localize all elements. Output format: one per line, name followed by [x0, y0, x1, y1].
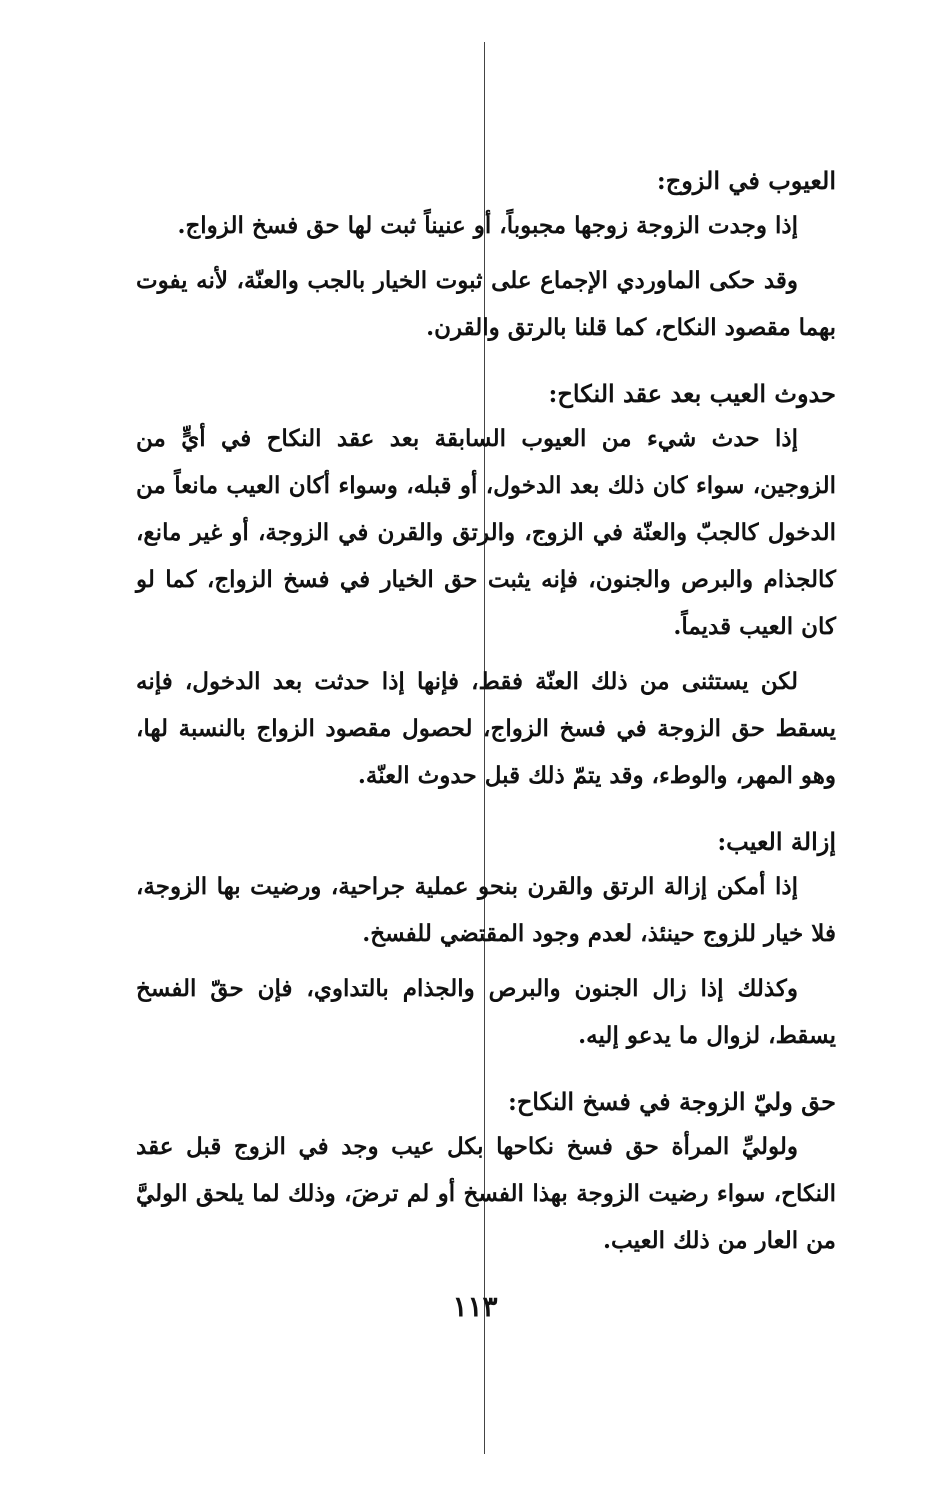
page-content — [136, 160, 836, 1286]
paragraph: إذا أمكن إزالة الرتق والقرن بنحو عملية جراحية، ورضيت بها الزوجة، فلا خيار للزوج حينئذ، لعدم وجود المقتضي للفسخ. — [136, 873, 836, 947]
section-heading: حق وليّ الزوجة في فسخ النكاح: — [507, 1087, 836, 1116]
section-heading: إزالة العيب: — [717, 827, 836, 856]
section-removal-of-defect — [136, 821, 836, 1059]
paragraph: إذا حدث شيء من العيوب السابقة بعد عقد النكاح في أيٍّ من الزوجين، سواء كان ذلك بعد الدخول، أو قبله، وسواء أكان العيب مانعاً من الدخول كالجبّ والعنّة في الزوج، والرتق والقرن في الزوجة، أو غير مانع، كالجذام والبرص والجنون، فإنه يثبت حق الخيار في فسخ الزواج، كما لو كان العيب قديماً. — [136, 425, 836, 640]
section-heading: حدوث العيب بعد عقد النكاح: — [548, 379, 836, 408]
paragraph: وقد حكى الماوردي الإجماع على ثبوت الخيار بالجب والعنّة، لأنه يفوت بهما مقصود النكاح، كما قلنا بالرتق والقرن. — [136, 267, 836, 341]
section-heading: العيوب في الزوج: — [656, 166, 836, 195]
paragraph: لكن يستثنى من ذلك العنّة فقط، فإنها إذا حدثت بعد الدخول، فإنه يسقط حق الزوجة في فسخ الزواج، لحصول مقصود الزواج بالنسبة لها، وهو المهر، والوطء، وقد يتمّ ذلك قبل حدوث العنّة. — [136, 668, 836, 789]
section-defects-in-husband — [136, 160, 836, 351]
section-guardian-right — [136, 1081, 836, 1264]
page-number: ١١٣ — [452, 1290, 498, 1323]
paragraph: إذا وجدت الزوجة زوجها مجبوباً، أو عنيناً ثبت لها حق فسخ الزواج. — [177, 212, 798, 239]
paragraph: ولوليِّ المرأة حق فسخ نكاحها بكل عيب وجد في الزوج قبل عقد النكاح، سواء رضيت الزوجة بهذا الفسخ أو لم ترضَ، وذلك لما يلحق الوليَّ من العار من ذلك العيب. — [136, 1133, 836, 1254]
paragraph: وكذلك إذا زال الجنون والبرص والجذام بالتداوي، فإن حقّ الفسخ يسقط، لزوال ما يدعو إليه. — [136, 975, 836, 1049]
section-defect-after-contract — [136, 373, 836, 799]
